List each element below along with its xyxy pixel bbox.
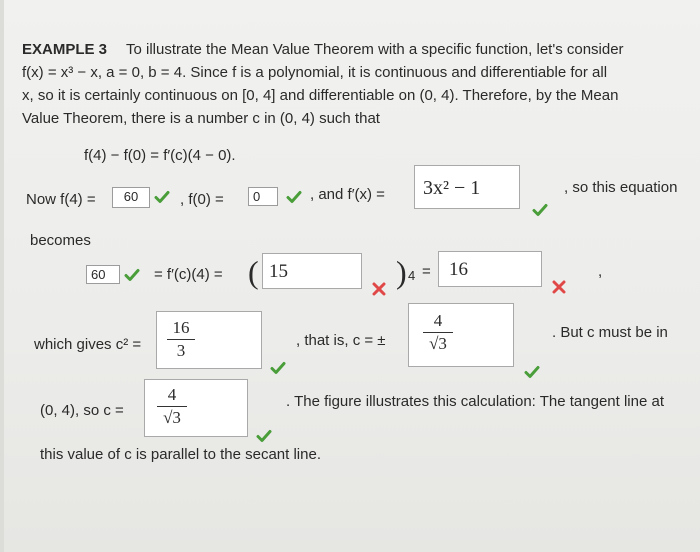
final-c-denominator: √3 — [163, 408, 181, 427]
equals-sign: = — [422, 263, 431, 280]
c-denominator: √3 — [429, 334, 447, 353]
c-squared-numerator: 16 — [172, 318, 190, 337]
mvt-equation: f(4) − f(0) = f′(c)(4 − 0). — [84, 147, 236, 164]
final-c-label: (0, 4), so c = — [40, 402, 124, 419]
c-numerator: 4 — [433, 311, 443, 330]
example-line-1: To illustrate the Mean Value Theorem with a specific function, let's consider — [126, 41, 624, 58]
close-paren: ) — [396, 254, 407, 290]
correct-check-icon — [524, 364, 540, 380]
fprime-answer-field[interactable]: 3x² − 1 — [414, 165, 520, 209]
c-squared-label: which gives c² = — [34, 336, 142, 353]
example-line-4: Value Theorem, there is a number c in (0, 4) such that — [22, 110, 380, 127]
final-c-answer-field[interactable] — [144, 379, 248, 437]
final-c-numerator: 4 — [167, 385, 177, 404]
now-f4-label: Now f(4) = — [26, 191, 96, 208]
correct-check-icon — [270, 360, 286, 376]
figure-illustrates-text: . The figure illustrates this calculation: The tangent line at — [286, 393, 664, 410]
c-answer-field[interactable] — [408, 303, 514, 367]
fprime-c-expression: = f′(c)(4) = — [154, 266, 223, 283]
c-squared-denominator: 3 — [176, 341, 186, 360]
row2-comma: , — [598, 263, 603, 280]
example-label: EXAMPLE 3 — [22, 41, 108, 58]
exponent-label: 4 — [408, 268, 416, 283]
paren-answer-field[interactable]: 15 — [262, 253, 362, 289]
fprime-label: , and f′(x) = — [310, 186, 385, 203]
problem-panel — [4, 0, 700, 552]
becomes-text: becomes — [30, 232, 91, 249]
closing-text: this value of c is parallel to the secant line. — [40, 446, 321, 463]
final-c-fraction — [157, 386, 187, 427]
f4-answer-field[interactable]: 60 — [112, 187, 150, 208]
fraction-bar — [167, 339, 195, 340]
f0-answer-field[interactable]: 0 — [248, 187, 278, 206]
correct-check-icon — [154, 189, 170, 205]
correct-check-icon — [532, 202, 548, 218]
so-this-equation-text: , so this equation — [564, 179, 678, 196]
that-is-label: , that is, c = ± — [296, 332, 386, 349]
correct-check-icon — [256, 428, 272, 444]
correct-check-icon — [286, 189, 302, 205]
incorrect-x-icon — [552, 280, 566, 294]
lhs-answer-field[interactable]: 60 — [86, 265, 120, 284]
open-paren: ( — [248, 254, 259, 290]
c-must-be-in-text: . But c must be in — [552, 324, 668, 341]
example-line-3: x, so it is certainly continuous on [0, 4] and differentiable on (0, 4). Therefore, by the Mean — [22, 87, 619, 104]
f0-label: , f(0) = — [180, 191, 224, 208]
incorrect-x-icon — [372, 282, 386, 296]
correct-check-icon — [124, 267, 140, 283]
fraction-bar — [157, 406, 187, 407]
example-line-2: f(x) = x³ − x, a = 0, b = 4. Since f is a polynomial, it is continuous and differentiable for all — [22, 64, 608, 81]
fraction-bar — [423, 332, 453, 333]
rhs-answer-field[interactable]: 16 — [438, 251, 542, 287]
c-fraction — [423, 312, 453, 353]
c-squared-fraction — [167, 319, 195, 360]
c-squared-answer-field[interactable] — [156, 311, 262, 369]
